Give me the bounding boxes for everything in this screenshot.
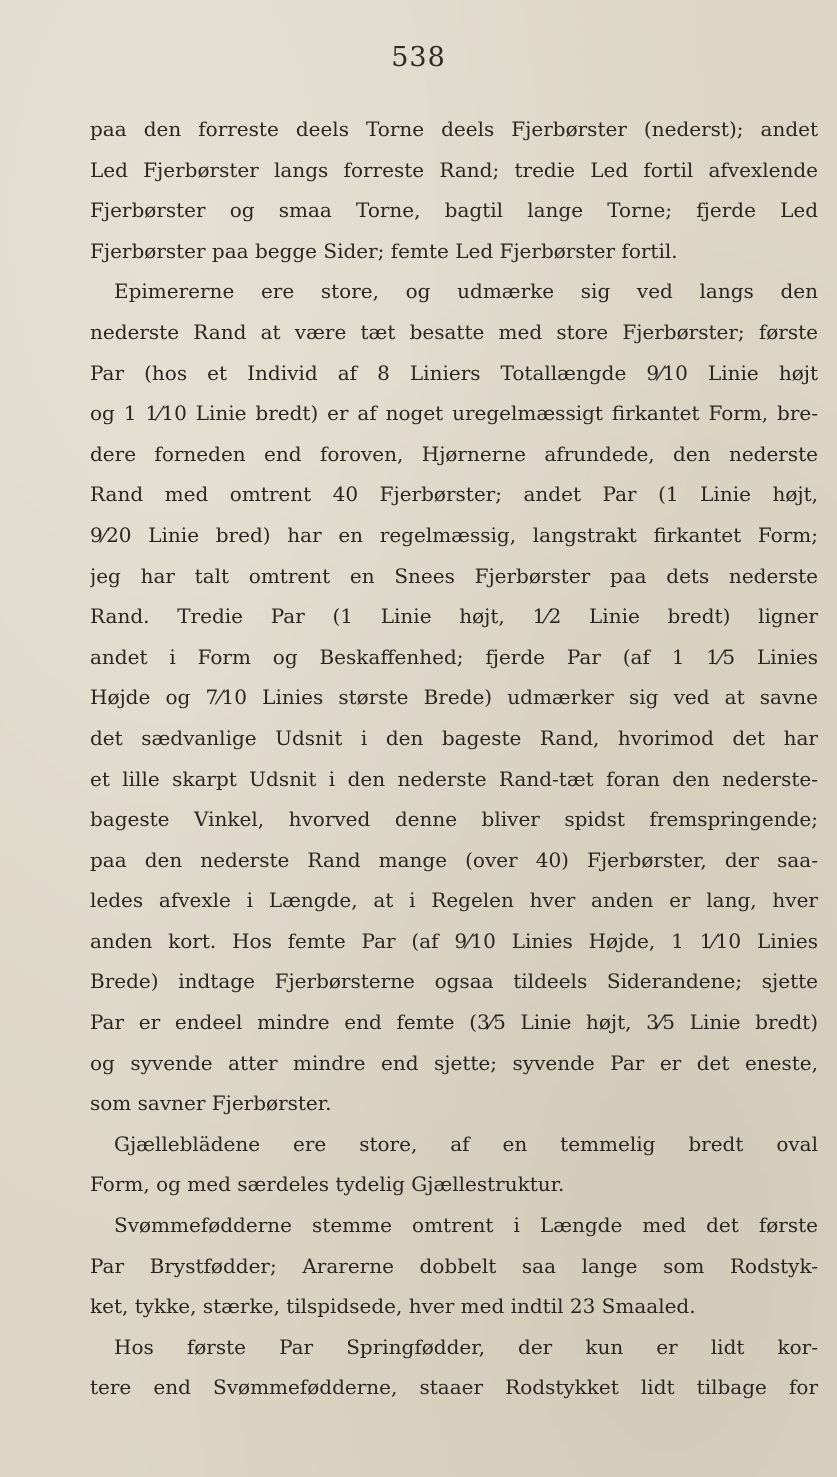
text-line: Rand med omtrent 40 Fjerbørster; andet Par (1 Linie højt, (90, 482, 818, 507)
text-line: jeg har talt omtrent en Snees Fjerbørster paa dets nederste (90, 563, 818, 588)
paragraph-start-epimerer: Epimererne ere store, og udmærke sig ved langs den (114, 279, 818, 304)
text-line: Fjerbørster paa begge Sider; femte Led Fjerbørster fortil. (90, 238, 678, 263)
text-line: Par (hos et Individ af 8 Liniers Totallængde 9⁄10 Linie højt (90, 360, 818, 385)
text-line: andet i Form og Beskaffenhed; fjerde Par (af 1 1⁄5 Linies (90, 644, 818, 669)
text-line: som savner Fjerbørster. (90, 1091, 332, 1116)
text-line: Brede) indtage Fjerbørsterne ogsaa tildeels Siderandene; sjette (90, 969, 818, 994)
text-line: dere forneden end foroven, Hjørnerne afrundede, den nederste (90, 441, 818, 466)
paragraph-start-gjaelleblade: Gjælleblädene ere store, af en temmelig bredt oval (114, 1131, 818, 1156)
text-line: Par er endeel mindre end femte (3⁄5 Linie højt, 3⁄5 Linie bredt) (90, 1010, 818, 1035)
text-line: Form, og med særdeles tydelig Gjællestruktur. (90, 1172, 565, 1197)
text-line: anden kort. Hos femte Par (af 9⁄10 Linies Højde, 1 1⁄10 Linies (90, 928, 818, 953)
text-line: 9⁄20 Linie bred) har en regelmæssig, langstrakt firkantet Form; (90, 522, 818, 547)
text-line: Led Fjerbørster langs forreste Rand; tredie Led fortil afvexlende (90, 157, 818, 182)
text-line: Rand. Tredie Par (1 Linie højt, 1⁄2 Linie bredt) ligner (90, 604, 818, 629)
text-line: nederste Rand at være tæt besatte med store Fjerbørster; første (90, 319, 818, 344)
text-line: Højde og 7⁄10 Linies største Brede) udmærker sig ved at savne (90, 685, 818, 710)
text-line: paa den nederste Rand mange (over 40) Fjerbørster, der saa- (90, 847, 818, 872)
text-line: et lille skarpt Udsnit i den nederste Rand-tæt foran den nederste- (90, 766, 818, 791)
text-line: ledes afvexle i Længde, at i Regelen hver anden er lang, hver (90, 888, 818, 913)
text-line: paa den forreste deels Torne deels Fjerbørster (nederst); andet (90, 117, 818, 141)
paragraph-start-svoemmefoedder: Svømmefødderne stemme omtrent i Længde med det første (114, 1213, 818, 1238)
page-number: 538 (391, 42, 446, 73)
text-line: Fjerbørster og smaa Torne, bagtil lange Torne; fjerde Led (90, 198, 818, 223)
text-line: og syvende atter mindre end sjette; syvende Par er det eneste, (90, 1050, 818, 1075)
text-line: bageste Vinkel, hvorved denne bliver spidst fremspringende; (90, 807, 818, 832)
paragraph-start-springfoedder: Hos første Par Springfødder, der kun er lidt kor- (114, 1334, 818, 1359)
text-line: Par Brystfødder; Ararerne dobbelt saa lange som Rodstyk- (90, 1253, 818, 1278)
text-line: tere end Svømmefødderne, staaer Rodstykket lidt tilbage for (90, 1375, 818, 1400)
body-text (90, 109, 818, 1408)
text-line: det sædvanlige Udsnit i den bageste Rand, hvorimod det har (90, 725, 818, 750)
text-line: og 1 1⁄10 Linie bredt) er af noget uregelmæssigt firkantet Form, bre- (90, 401, 818, 426)
text-line: ket, tykke, stærke, tilspidsede, hver med indtil 23 Smaaled. (90, 1294, 696, 1319)
